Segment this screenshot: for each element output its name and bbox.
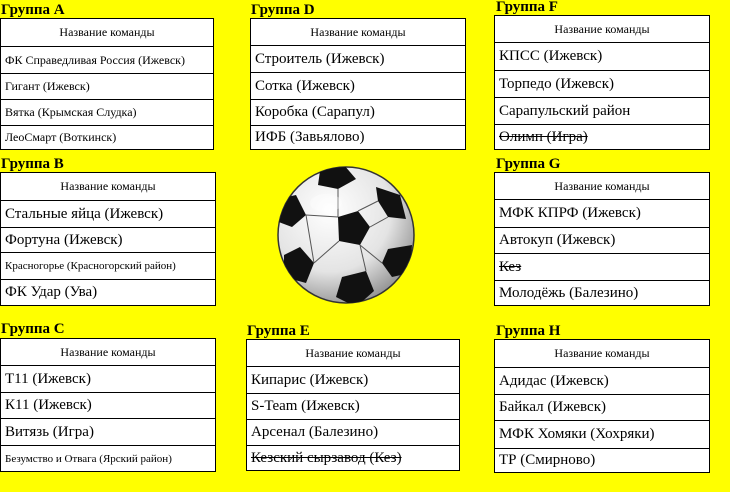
table-header: Название команды — [554, 21, 650, 36]
team-name: Олимп (Игра) — [499, 128, 588, 145]
group-g-table — [494, 172, 710, 306]
group-f-table — [494, 15, 710, 150]
team-cell-withdrawn — [495, 253, 709, 280]
group-g-title: Группа G — [496, 156, 561, 172]
team-cell: Байкал (Ижевск) — [495, 394, 709, 420]
team-cell: Красногорье (Красногорский район) — [1, 252, 215, 279]
table-header: Название команды — [554, 178, 650, 193]
team-cell: Фортуна (Ижевск) — [1, 227, 215, 252]
team-cell: ФК Справедливая Россия (Ижевск) — [1, 46, 213, 73]
team-cell: Молодёжь (Балезино) — [495, 280, 709, 305]
group-a-title: Группа А — [1, 2, 65, 18]
soccer-ball-icon — [276, 165, 416, 305]
table-header: Название команды — [310, 24, 406, 39]
team-cell: Витязь (Игра) — [1, 418, 215, 445]
team-name: Кезский сырзавод (Кез) — [251, 449, 402, 466]
team-cell: МФК Хомяки (Хохряки) — [495, 420, 709, 448]
team-cell: К11 (Ижевск) — [1, 392, 215, 418]
team-cell: КПСС (Ижевск) — [495, 42, 709, 70]
group-e-title: Группа Е — [247, 323, 310, 339]
group-b-table — [0, 172, 216, 306]
team-cell: S-Team (Ижевск) — [247, 393, 459, 419]
group-e-table — [246, 339, 460, 471]
group-h-table — [494, 339, 710, 473]
team-cell: Строитель (Ижевск) — [251, 45, 465, 72]
team-cell: Сотка (Ижевск) — [251, 72, 465, 99]
group-d-table — [250, 18, 466, 150]
team-cell: МФК КПРФ (Ижевск) — [495, 199, 709, 227]
group-c-table — [0, 338, 216, 472]
group-a-table — [0, 18, 214, 150]
team-cell: Безумство и Отвага (Ярский район) — [1, 445, 215, 471]
group-c-title: Группа С — [1, 321, 65, 337]
table-header: Название команды — [60, 344, 156, 359]
team-cell: ТР (Смирново) — [495, 448, 709, 472]
team-cell-withdrawn — [247, 445, 459, 470]
group-f-title: Группа F — [496, 0, 558, 15]
team-cell: Арсенал (Балезино) — [247, 419, 459, 445]
team-cell: ЛеоСмарт (Воткинск) — [1, 125, 213, 149]
team-cell: Кипарис (Ижевск) — [247, 366, 459, 393]
team-cell: ИФБ (Завьялово) — [251, 125, 465, 149]
team-cell: Торпедо (Ижевск) — [495, 70, 709, 97]
team-cell: Стальные яйца (Ижевск) — [1, 200, 215, 227]
group-d-title: Группа D — [251, 2, 315, 18]
team-cell: Гигант (Ижевск) — [1, 73, 213, 99]
team-cell: Сарапульский район — [495, 97, 709, 124]
table-header: Название команды — [554, 346, 650, 360]
team-name: Кез — [499, 258, 522, 275]
group-h-title: Группа Н — [496, 323, 561, 339]
group-b-title: Группа В — [1, 156, 64, 172]
team-cell: Автокуп (Ижевск) — [495, 227, 709, 253]
team-cell: Вятка (Крымская Слудка) — [1, 99, 213, 125]
team-cell-withdrawn — [495, 124, 709, 149]
table-header: Название команды — [305, 345, 401, 360]
team-cell: Т11 (Ижевск) — [1, 365, 215, 392]
table-header: Название команды — [59, 25, 155, 39]
team-cell: Коробка (Сарапул) — [251, 99, 465, 125]
team-cell: Адидас (Ижевск) — [495, 367, 709, 394]
table-header: Название команды — [60, 179, 156, 193]
team-cell: ФК Удар (Ува) — [1, 279, 215, 305]
